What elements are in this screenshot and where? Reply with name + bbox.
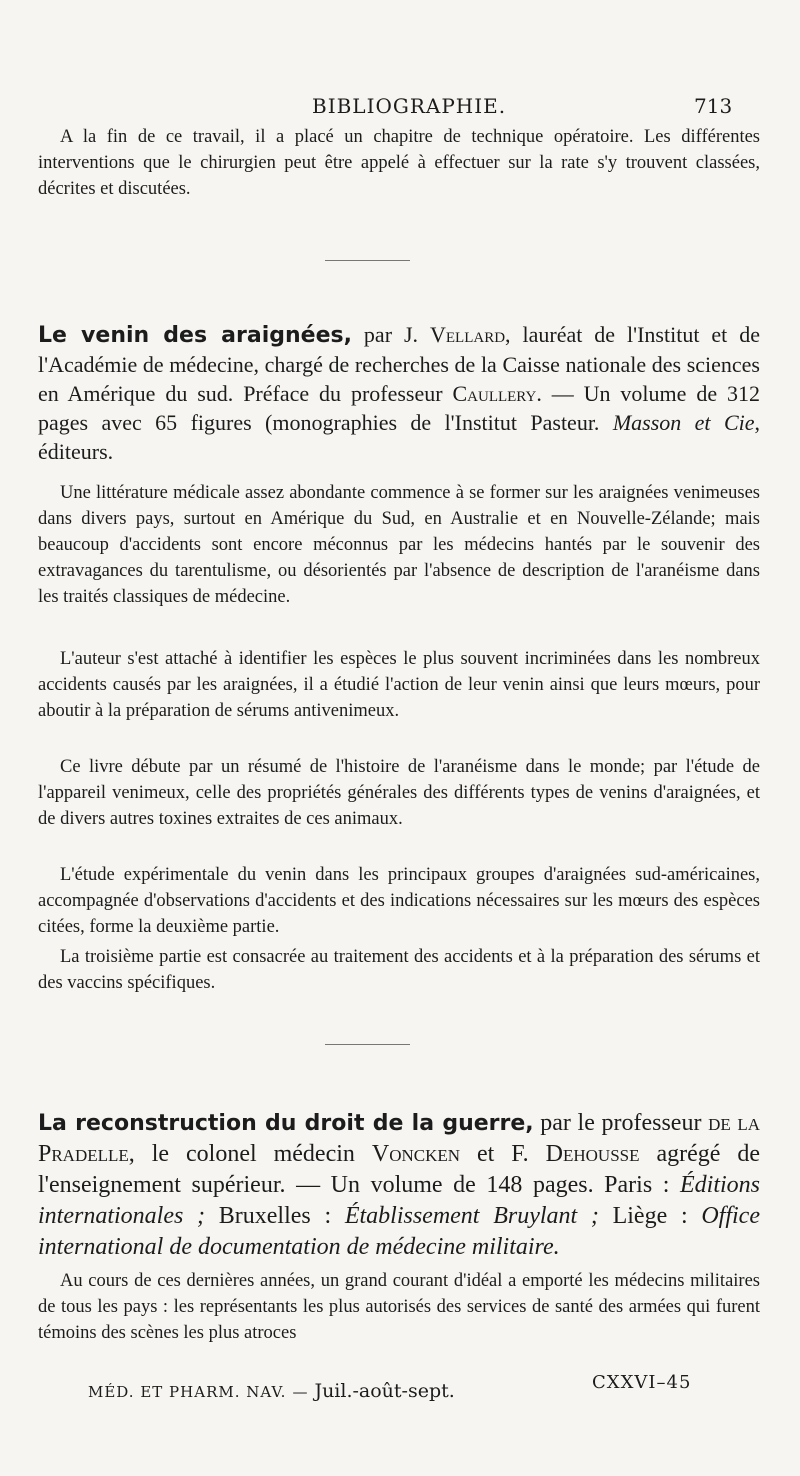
body-paragraph: Une littérature médicale assez abondante commence à se former sur les araignées venimeuses dans divers pays, surtout en Amérique du Sud, en Australie et en Nouvelle-Zélande; mais beaucoup d'accidents sont encore méconnus par les médecins hantés par le souvenir des extravagances du tarentulisme, ou désorientés par l'absence de description de l'aranéisme dans les traités classiques de médecine. — [38, 483, 760, 607]
intro-paragraph: A la fin de ce travail, il a placé un chapitre de technique opératoire. Les différentes interventions que le chirurgien peut être appelé à effectuer sur la rate s'y trouvent classées, décrites et discutées. — [38, 127, 760, 199]
author-name: Voncken — [371, 1141, 461, 1167]
author-name: Dehousse — [545, 1141, 640, 1167]
section-divider — [325, 260, 410, 261]
body-paragraph: L'étude expérimentale du venin dans les principaux groupes d'araignées sud-américaines, accompagnée d'observations d'accidents et des indications nécessaires sur les mœurs des espèces citées, forme la deuxième partie. — [38, 865, 760, 937]
author-name: de la Pradelle — [38, 1110, 761, 1167]
page-number: 713 — [694, 94, 733, 118]
publisher: Masson et Cie — [612, 410, 755, 435]
entry-title: Le venin des araignées, — [38, 323, 352, 348]
body-paragraph: La troisième partie est consacrée au traitement des accidents et à la préparation des sérums et des vaccins spécifiques. — [38, 947, 760, 993]
body-paragraph: Au cours de ces dernières années, un grand courant d'idéal a emporté les médecins militaires de tous les pays : les représentants les plus autorisés des services de santé des armées qui furent témoins des scènes les plus atroces — [38, 1271, 760, 1343]
author-name: Vellard — [430, 322, 506, 347]
signature-mark: CXXVI–45 — [592, 1372, 692, 1393]
body-paragraph: L'auteur s'est attaché à identifier les espèces le plus souvent incriminées dans les nombreux accidents causés par les araignées, il a étudié l'action de leur venin ainsi que leurs mœurs, pour aboutir à la préparation de sérums antivenimeux. — [38, 649, 760, 721]
publisher: Éditions internationales ; — [38, 1172, 760, 1229]
footer-journal: MÉD. ET PHARM. NAV. — Juil.-août-sept. — [88, 1380, 455, 1402]
publisher: Établissement Bruylant ; — [344, 1203, 599, 1229]
entry-heading-venin: Le venin des araignées, par J. Vellard, lauréat de l'Institut et de l'Académie de médecine, chargé de recherches de la Caisse nationale des sciences en Amérique du sud. Préface du professeur Caullery. — Un volume de 312 pages avec 65 figures (monographies de l'Institut Pasteur. Masson et Cie, éditeurs. — [38, 322, 760, 464]
preface-author: Caullery — [452, 381, 537, 406]
entry-heading-droit: La reconstruction du droit de la guerre, par le professeur de la Pradelle, le colonel médecin Voncken et F. Dehousse agrégé de l'enseignement supérieur. — Un volume de 148 pages. Paris : Éditions internationales ; Bruxelles : Établissement Bruylant ; Liège : Office international de documentation de médecine militaire. — [38, 1110, 761, 1260]
entry-title: La reconstruction du droit de la guerre, — [38, 1111, 534, 1136]
section-divider — [325, 1044, 410, 1045]
running-title: BIBLIOGRAPHIE. — [312, 94, 507, 118]
publisher: Office international de documentation de médecine militaire. — [38, 1203, 760, 1260]
footer-date: Juil.-août-sept. — [314, 1380, 455, 1402]
body-paragraph: Ce livre débute par un résumé de l'histoire de l'aranéisme dans le monde; par l'étude de l'appareil venimeux, celle des propriétés générales des différents types de venins d'araignées, et de divers autres toxines extraites de ces animaux. — [38, 757, 760, 829]
